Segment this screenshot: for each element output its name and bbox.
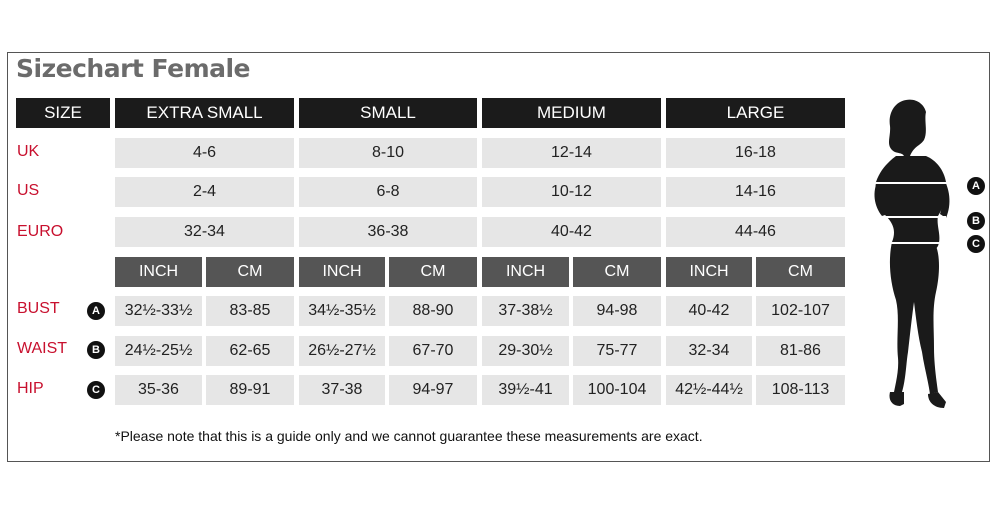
uk-medium: 12-14: [482, 138, 661, 168]
bust-m-inch: 37-38½: [482, 296, 569, 326]
size-header-extra-small: EXTRA SMALL: [115, 98, 294, 128]
euro-medium: 40-42: [482, 217, 661, 247]
size-header-large: LARGE: [666, 98, 845, 128]
hip-m-inch: 39½-41: [482, 375, 569, 405]
row-label-euro: EURO: [17, 223, 64, 240]
figure-badge-c-icon: C: [967, 235, 985, 253]
row-label-bust: BUST: [17, 300, 60, 317]
bust-l-inch: 40-42: [666, 296, 752, 326]
hip-xs-inch: 35-36: [115, 375, 202, 405]
bust-xs-inch: 32½-33½: [115, 296, 202, 326]
size-header: SIZE: [16, 98, 110, 128]
hip-l-cm: 108-113: [756, 375, 845, 405]
figure-badge-b-icon: B: [967, 212, 985, 230]
row-label-hip: HIP: [17, 380, 44, 397]
bust-s-inch: 34½-35½: [299, 296, 385, 326]
hip-xs-cm: 89-91: [206, 375, 294, 405]
waist-s-inch: 26½-27½: [299, 336, 385, 366]
waist-l-inch: 32-34: [666, 336, 752, 366]
figure-badge-a-icon: A: [967, 177, 985, 195]
bust-s-cm: 88-90: [389, 296, 477, 326]
waist-l-cm: 81-86: [756, 336, 845, 366]
hip-m-cm: 100-104: [573, 375, 661, 405]
bust-xs-cm: 83-85: [206, 296, 294, 326]
unit-header-inch: INCH: [299, 257, 385, 287]
us-extra-small: 2-4: [115, 177, 294, 207]
badge-c-icon: C: [87, 381, 105, 399]
unit-header-inch: INCH: [482, 257, 569, 287]
row-label-us: US: [17, 182, 40, 199]
uk-extra-small: 4-6: [115, 138, 294, 168]
uk-large: 16-18: [666, 138, 845, 168]
badge-a-icon: A: [87, 302, 105, 320]
unit-header-cm: CM: [756, 257, 845, 287]
euro-extra-small: 32-34: [115, 217, 294, 247]
unit-header-inch: INCH: [666, 257, 752, 287]
female-silhouette-icon: [866, 96, 958, 414]
size-header-small: SMALL: [299, 98, 477, 128]
unit-header-cm: CM: [573, 257, 661, 287]
us-large: 14-16: [666, 177, 845, 207]
unit-header-cm: CM: [206, 257, 294, 287]
hip-l-inch: 42½-44½: [666, 375, 752, 405]
waist-xs-inch: 24½-25½: [115, 336, 202, 366]
size-header-medium: MEDIUM: [482, 98, 661, 128]
euro-large: 44-46: [666, 217, 845, 247]
row-label-waist: WAIST: [17, 340, 68, 357]
hip-s-cm: 94-97: [389, 375, 477, 405]
us-small: 6-8: [299, 177, 477, 207]
bust-m-cm: 94-98: [573, 296, 661, 326]
euro-small: 36-38: [299, 217, 477, 247]
page-title: Sizechart Female: [16, 54, 251, 83]
bust-l-cm: 102-107: [756, 296, 845, 326]
waist-s-cm: 67-70: [389, 336, 477, 366]
waist-m-inch: 29-30½: [482, 336, 569, 366]
row-label-uk: UK: [17, 143, 40, 160]
disclaimer-note: *Please note that this is a guide only and we cannot guarantee these measurements are exact.: [115, 428, 703, 444]
us-medium: 10-12: [482, 177, 661, 207]
uk-small: 8-10: [299, 138, 477, 168]
hip-s-inch: 37-38: [299, 375, 385, 405]
waist-xs-cm: 62-65: [206, 336, 294, 366]
unit-header-inch: INCH: [115, 257, 202, 287]
unit-header-cm: CM: [389, 257, 477, 287]
waist-m-cm: 75-77: [573, 336, 661, 366]
badge-b-icon: B: [87, 341, 105, 359]
